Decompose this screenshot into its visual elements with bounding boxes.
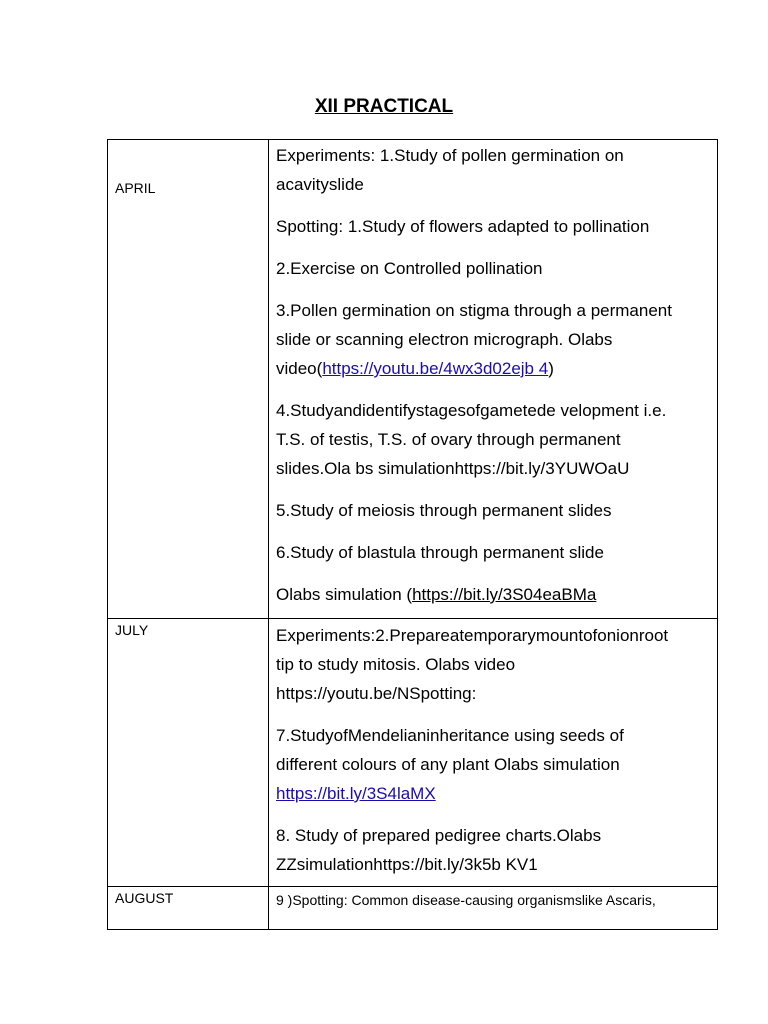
table-row — [108, 140, 718, 619]
activity-cell — [269, 887, 718, 930]
activity-line: Experiments: 1.Study of pollen germination on — [276, 146, 624, 165]
activity-line: 5.Study of meiosis through permanent slides — [276, 501, 612, 520]
olabs-simulation-link[interactable]: https://bit.ly/3S4laMX — [276, 784, 436, 803]
activity-line: T.S. of testis, T.S. of ovary through permanent — [276, 430, 621, 449]
month-cell — [108, 140, 269, 619]
activity-line: 8. Study of prepared pedigree charts.Olabs — [276, 826, 602, 845]
activity-line — [269, 354, 717, 383]
line-suffix: ) — [548, 359, 554, 378]
activity-line: Experiments:2.Prepareatemporarymountofonionroot — [276, 626, 669, 645]
olabs-video-link[interactable]: https://youtu.be/4wx3d02ejb 4 — [322, 359, 549, 378]
activity-line: https://youtu.be/NSpotting: — [276, 684, 477, 703]
line-prefix: video( — [276, 359, 323, 378]
activity-line: 9 )Spotting: Common disease-causing organismslike Ascaris, — [276, 892, 656, 908]
activity-line — [269, 779, 717, 808]
activity-line: 6.Study of blastula through permanent slide — [276, 543, 604, 562]
activity-cell — [269, 619, 718, 887]
activity-line: 7.StudyofMendelianinheritance using seeds of — [276, 726, 624, 745]
olabs-simulation-link[interactable]: https://bit.ly/3S04eaBMa — [412, 585, 597, 604]
table-row — [108, 887, 718, 930]
month-label: JULY — [115, 622, 149, 638]
month-label: AUGUST — [115, 890, 174, 906]
month-label: APRIL — [115, 180, 156, 196]
month-cell — [108, 619, 269, 887]
activity-line: acavityslide — [276, 175, 364, 194]
activity-line: 2.Exercise on Controlled pollination — [276, 259, 543, 278]
activity-line: ZZsimulationhttps://bit.ly/3k5b KV1 — [276, 855, 538, 874]
practical-schedule-table — [107, 139, 718, 930]
page-title: XII PRACTICAL — [314, 96, 454, 117]
activity-line: slide or scanning electron micrograph. Olabs — [276, 330, 613, 349]
activity-line: 4.Studyandidentifystagesofgametede velopment i.e. — [276, 401, 667, 420]
month-cell — [108, 887, 269, 930]
activity-line: 3.Pollen germination on stigma through a permanent — [276, 301, 672, 320]
activity-line: Spotting: 1.Study of flowers adapted to pollination — [276, 217, 650, 236]
activity-line — [269, 580, 717, 609]
activity-line: different colours of any plant Olabs simulation — [276, 755, 620, 774]
activity-line: slides.Ola bs simulationhttps://bit.ly/3YUWOaU — [276, 459, 630, 478]
table-row — [108, 619, 718, 887]
line-prefix: Olabs simulation ( — [276, 585, 413, 604]
activity-line: tip to study mitosis. Olabs video — [276, 655, 516, 674]
activity-cell — [269, 140, 718, 619]
